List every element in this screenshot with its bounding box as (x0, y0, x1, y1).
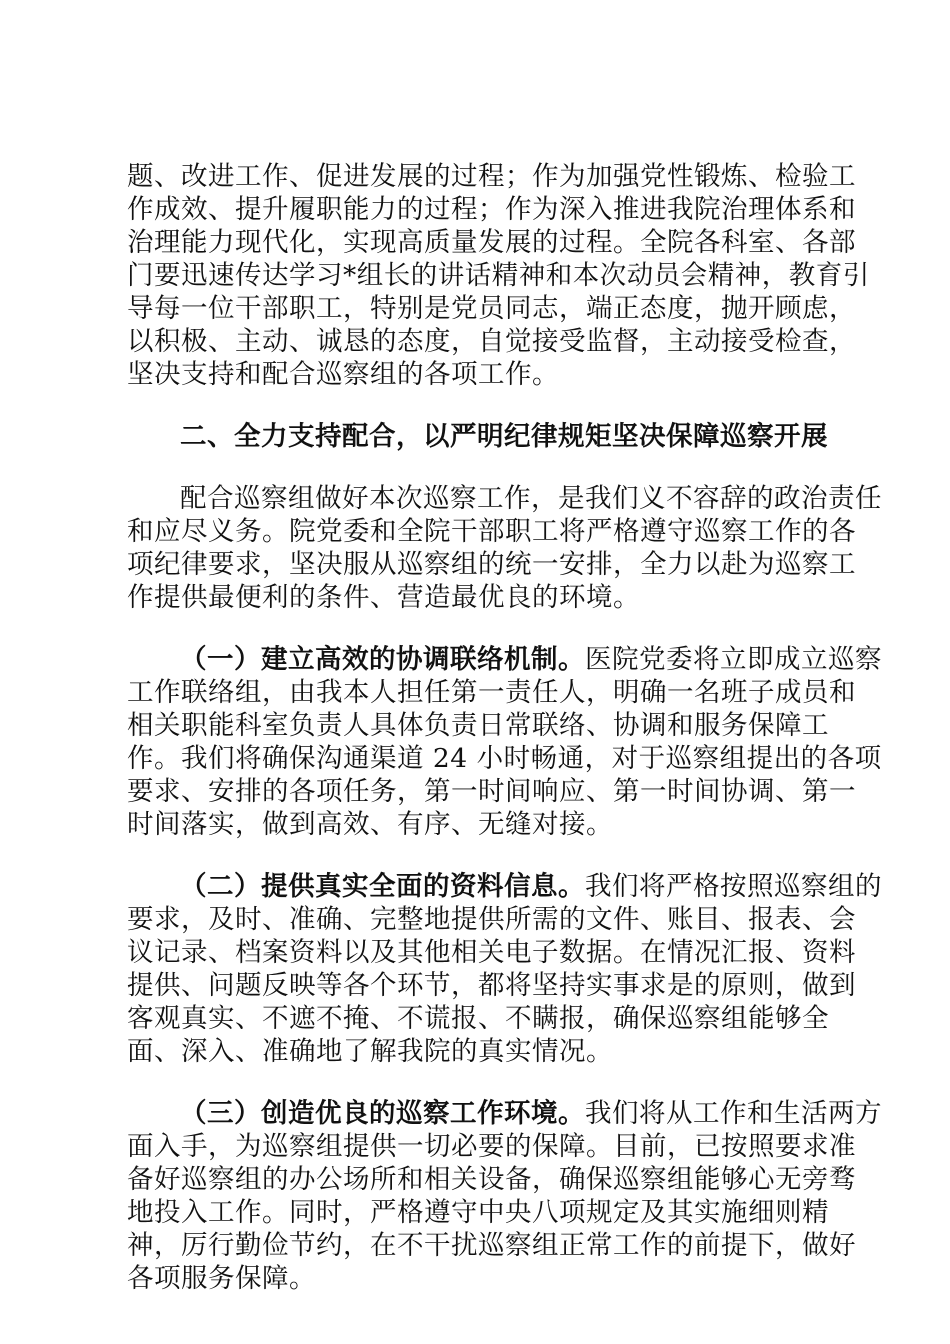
text-line: 面、深入、准确地了解我院的真实情况。 (127, 1036, 613, 1067)
text-line: 客观真实、不遮不掩、不谎报、不瞒报，确保巡察组能够全 (127, 1003, 829, 1034)
item-text: 医院党委将立即成立巡察 (585, 644, 882, 675)
text-line: 以积极、主动、诚恳的态度，自觉接受监督，主动接受检查， (127, 326, 856, 357)
text-line: 地投入工作。同时，严格遵守中央八项规定及其实施细则精 (127, 1197, 829, 1228)
text-line: 相关职能科室负责人具体负责日常联络、协调和服务保障工 (127, 710, 829, 741)
text-line (127, 870, 882, 903)
paragraph-intro (127, 482, 882, 614)
text-line: 各项服务保障。 (127, 1263, 316, 1294)
text-line (127, 643, 882, 676)
item-title: （一）建立高效的协调联络机制。 (180, 644, 585, 675)
text-line (127, 1097, 882, 1130)
text-line: 时间落实，做到高效、有序、无缝对接。 (127, 809, 613, 840)
text-line: 工作联络组，由我本人担任第一责任人，明确一名班子成员和 (127, 677, 856, 708)
text-line: 提供、问题反映等各个环节，都将坚持实事求是的原则，做到 (127, 970, 856, 1001)
section-heading: 二、全力支持配合，以严明纪律规矩坚决保障巡察开展 (180, 421, 828, 452)
text-line: 要求，及时、准确、完整地提供所需的文件、账目、报表、会 (127, 904, 856, 935)
text-line: 作。我们将确保沟通渠道 24 小时畅通，对于巡察组提出的各项 (127, 743, 882, 774)
text-line: 导每一位干部职工，特别是党员同志，端正态度，抛开顾虑， (127, 293, 856, 324)
text-line: 项纪律要求，坚决服从巡察组的统一安排，全力以赴为巡察工 (127, 549, 856, 580)
text-line: 配合巡察组做好本次巡察工作，是我们义不容辞的政治责任 (180, 483, 882, 514)
text-line: 和应尽义务。院党委和全院干部职工将严格遵守巡察工作的各 (127, 516, 856, 547)
item-environment (127, 1097, 882, 1295)
paragraph-continuation (127, 160, 870, 391)
item-materials (127, 870, 882, 1068)
text-line: 要求、安排的各项任务，第一时间响应、第一时间协调、第一 (127, 776, 856, 807)
text-line: 面入手，为巡察组提供一切必要的保障。目前，已按照要求准 (127, 1131, 856, 1162)
item-text: 我们将从工作和生活两方 (585, 1098, 882, 1129)
item-coordination (127, 643, 882, 841)
text-line: 备好巡察组的办公场所和相关设备，确保巡察组能够心无旁骛 (127, 1164, 856, 1195)
document-page (127, 160, 882, 1295)
item-title: （三）创造优良的巡察工作环境。 (180, 1098, 585, 1129)
text-line: 神，厉行勤俭节约，在不干扰巡察组正常工作的前提下，做好 (127, 1230, 856, 1261)
item-text: 我们将严格按照巡察组的 (585, 871, 882, 902)
text-line: 题、改进工作、促进发展的过程；作为加强党性锻炼、检验工 (127, 161, 856, 192)
text-line: 门要迅速传达学习*组长的讲话精神和本次动员会精神，教育引 (127, 260, 870, 291)
item-title: （二）提供真实全面的资料信息。 (180, 871, 585, 902)
text-line: 议记录、档案资料以及其他相关电子数据。在情况汇报、资料 (127, 937, 856, 968)
text-line: 治理能力现代化，实现高质量发展的过程。全院各科室、各部 (127, 227, 856, 258)
text-line: 坚决支持和配合巡察组的各项工作。 (127, 359, 559, 390)
text-line: 作成效、提升履职能力的过程；作为深入推进我院治理体系和 (127, 194, 856, 225)
text-line: 作提供最便利的条件、营造最优良的环境。 (127, 582, 640, 613)
